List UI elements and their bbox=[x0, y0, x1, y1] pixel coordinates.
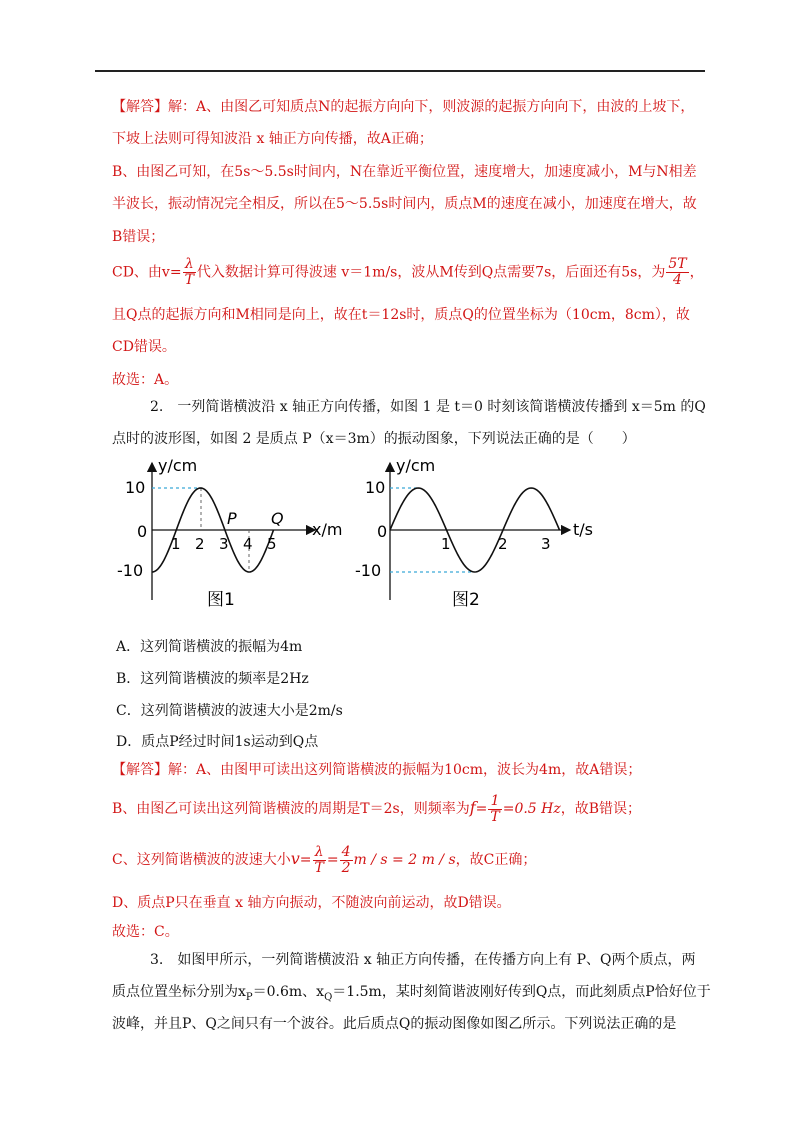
s1-line4: 半波长，振动情况完全相反，所以在5～5.5s时间内，质点M的速度在减小，加速度在增大，故 bbox=[112, 196, 697, 212]
fig1-point-P: P bbox=[227, 509, 237, 528]
s1-line9: 故选：A。 bbox=[112, 372, 179, 388]
fig2-ytick-neg10: -10 bbox=[355, 561, 382, 580]
s2-line1: 【解答】解：A、由图甲可读出这列简谐横波的振幅为10cm，波长为4m，故A错误； bbox=[112, 762, 642, 778]
s1-line5: B错误； bbox=[112, 229, 165, 245]
fig2-xtick-2: 2 bbox=[498, 535, 508, 553]
fig1-xtick-3: 3 bbox=[219, 535, 229, 553]
fig1-ytick-10: 10 bbox=[125, 478, 146, 497]
s1-line1: 【解答】解：A、由图乙可知质点N的起振方向向下，则波源的起振方向向下，由波的上坡下， bbox=[112, 99, 695, 115]
answer-tag: 【解答】 bbox=[112, 762, 168, 778]
header-rule bbox=[95, 70, 705, 72]
q2-figures bbox=[115, 455, 595, 620]
fraction-lambda-over-T-2: $\frac{\lambda}{T}$ bbox=[314, 843, 324, 876]
option-d: D．质点P经过时间1s运动到Q点 bbox=[116, 734, 319, 750]
answer-tag: 【解答】 bbox=[112, 99, 168, 115]
fraction-4-over-2: $\frac{4}{2}$ bbox=[341, 843, 351, 876]
q3-line3: 波峰，并且P、Q之间只有一个波谷。此后质点Q的振动图像如图乙所示。下列说法正确的是 bbox=[112, 1016, 677, 1032]
q2-line1: 2. 一列简谐横波沿 x 轴正方向传播，如图 1 是 t＝0 时刻该简谐横波传播到 x＝5m 的Q bbox=[150, 399, 706, 415]
q3-line2: 质点位置坐标分别为$x_P=0.6m$、$x_Q=1.5m$，某时刻简谐波刚好传到Q点，而此刻质点P恰好位于 bbox=[112, 984, 711, 1003]
s1-line8: CD错误。 bbox=[112, 339, 176, 355]
s2-line4: D、质点P只在垂直 x 轴方向振动，不随波向前运动，故D错误。 bbox=[112, 895, 511, 911]
fig2-xtick-1: 1 bbox=[441, 535, 451, 553]
figure-2 bbox=[355, 456, 593, 610]
fig2-xtick-3: 3 bbox=[541, 535, 551, 553]
fraction-lambda-over-T: $\frac{\lambda}{T}$ bbox=[184, 256, 194, 288]
s2-line5: 故选：C。 bbox=[112, 924, 179, 940]
option-c: C．这列简谐横波的波速大小是2m/s bbox=[116, 703, 343, 719]
fig1-point-Q: Q bbox=[271, 509, 284, 528]
fig1-xtick-5: 5 bbox=[267, 535, 277, 553]
s1-line7: 且Q点的起振方向和M相同是向上，故在t＝12s时，质点Q的位置坐标为（10cm，8cm），故 bbox=[112, 307, 690, 323]
s2-line2: B、由图乙可读出这列简谐横波的周期是T＝2s，则频率为f= $\frac{1}{T}$ =0.5 Hz，故B错误； bbox=[112, 792, 642, 825]
figure-1 bbox=[117, 456, 342, 610]
s1-line2: 下坡上法则可得知波沿 x 轴正方向传播，故A正确； bbox=[112, 131, 433, 147]
fig1-caption: 图1 bbox=[207, 590, 235, 610]
q2-line2: 点时的波形图，如图 2 是质点 P（x＝3m）的振动图象，下列说法正确的是（ ） bbox=[112, 431, 636, 447]
fig1-xtick-4: 4 bbox=[243, 535, 253, 553]
fig2-caption: 图2 bbox=[452, 590, 480, 610]
fig2-xlabel: t/s bbox=[573, 520, 593, 539]
fig1-ylabel: y/cm bbox=[158, 456, 198, 475]
s2-line3: C、这列简谐横波的波速大小v= $\frac{\lambda}{T}$ = $\frac{4}{2}$ m / s = 2 m / s，故C正确； bbox=[112, 843, 537, 876]
option-b: B．这列简谐横波的频率是2Hz bbox=[116, 671, 309, 687]
fraction-5T-over-4: $\frac{5T}{4}$ bbox=[668, 256, 687, 288]
option-a: A．这列简谐横波的振幅为4m bbox=[116, 639, 303, 655]
q3-line1: 3. 如图甲所示，一列简谐横波沿 x 轴正方向传播，在传播方向上有 P、Q两个质点，两 bbox=[150, 952, 696, 968]
fig1-ytick-0: 0 bbox=[137, 522, 148, 541]
fig1-ytick-neg10: -10 bbox=[117, 561, 144, 580]
fig1-xtick-2: 2 bbox=[195, 535, 205, 553]
fig2-ylabel: y/cm bbox=[396, 456, 436, 475]
fig1-xtick-1: 1 bbox=[171, 535, 181, 553]
fraction-1-over-T: $\frac{1}{T}$ bbox=[490, 792, 500, 825]
s1-line3: B、由图乙可知，在5s～5.5s时间内，N在靠近平衡位置，速度增大，加速度减小，M与N相差 bbox=[112, 164, 697, 180]
fig1-xlabel: x/m bbox=[312, 520, 343, 539]
fig2-ytick-0: 0 bbox=[377, 522, 388, 541]
s1-line6: CD、由v= $\frac{\lambda}{T}$ 代入数据计算可得波速 v＝1m/s，波从M传到Q点需要7s，后面还有5s，为 $\frac{5T}{4}$ ， bbox=[112, 256, 704, 288]
fig2-ytick-10: 10 bbox=[365, 478, 386, 497]
